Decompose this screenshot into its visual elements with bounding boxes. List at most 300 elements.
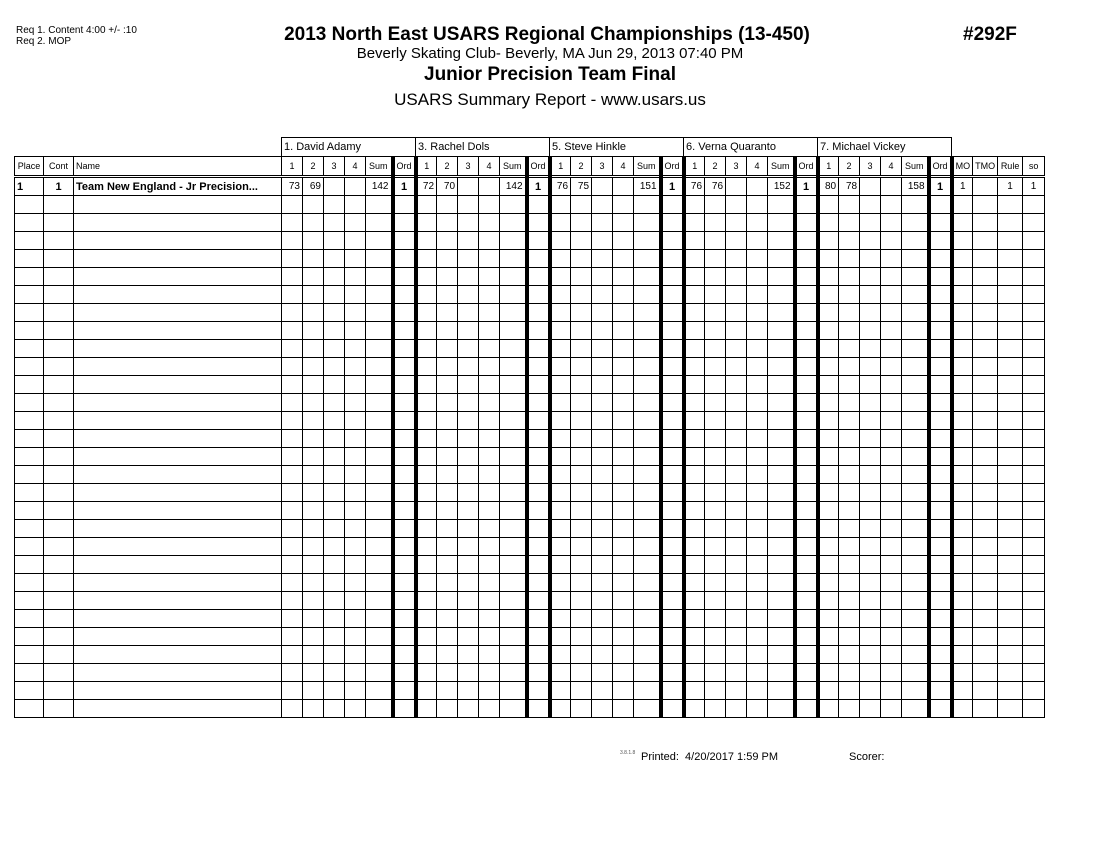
- score-s3: [458, 268, 479, 286]
- score-s1: [282, 700, 303, 718]
- score-s3: [324, 358, 345, 376]
- score-s1: [416, 502, 437, 520]
- score-s2: [839, 682, 860, 700]
- score-s1: [818, 412, 839, 430]
- score-s1: [684, 700, 705, 718]
- so: [1023, 358, 1045, 376]
- score-s2: [437, 646, 458, 664]
- score-s2: [571, 520, 592, 538]
- score-s4: [345, 286, 366, 304]
- score-s1: [416, 412, 437, 430]
- so: [1023, 664, 1045, 682]
- score-s3: [860, 232, 881, 250]
- score-s2: [571, 376, 592, 394]
- score-s1: 80: [818, 177, 839, 196]
- place: [15, 286, 44, 304]
- score-s2: [705, 592, 726, 610]
- score-s1: [550, 196, 571, 214]
- score-s4: [747, 177, 768, 196]
- tmo: [973, 610, 998, 628]
- score-ord: [929, 376, 952, 394]
- score-sum: [902, 646, 929, 664]
- score-s3: [324, 700, 345, 718]
- score-ord: [795, 304, 818, 322]
- score-s3: [324, 646, 345, 664]
- table-row: [15, 412, 1045, 430]
- score-ord: [929, 250, 952, 268]
- score-sum: [902, 286, 929, 304]
- score-ord: [661, 664, 684, 682]
- mo: [952, 484, 973, 502]
- score-sum: [634, 484, 661, 502]
- score-s1: [282, 412, 303, 430]
- score-s2: [571, 484, 592, 502]
- score-sum: [500, 556, 527, 574]
- tmo: [973, 412, 998, 430]
- score-ord: [527, 520, 550, 538]
- score-s2: 70: [437, 177, 458, 196]
- score-s3: [726, 177, 747, 196]
- score-s2: [303, 340, 324, 358]
- score-s2: [839, 214, 860, 232]
- score-s1: [550, 430, 571, 448]
- score-s1: [818, 700, 839, 718]
- score-s2: [571, 358, 592, 376]
- score-s4: [881, 700, 902, 718]
- score-s4: [613, 286, 634, 304]
- so: [1023, 556, 1045, 574]
- score-ord: [661, 484, 684, 502]
- score-ord: [795, 412, 818, 430]
- score-s2: [437, 574, 458, 592]
- table-row: [15, 430, 1045, 448]
- score-s3: [458, 610, 479, 628]
- team-name: [74, 376, 282, 394]
- score-s4: [747, 610, 768, 628]
- score-s2: [303, 268, 324, 286]
- score-sum: [500, 322, 527, 340]
- score-sum: [902, 394, 929, 412]
- score-ord: [795, 358, 818, 376]
- score-sum: [500, 520, 527, 538]
- table-row: [15, 520, 1045, 538]
- score-ord: [661, 412, 684, 430]
- score-ord: [393, 628, 416, 646]
- score-sum: [366, 214, 393, 232]
- score-s1: [282, 520, 303, 538]
- score-s2: [303, 664, 324, 682]
- col-judge-ord: Ord: [929, 157, 952, 177]
- score-s2: [303, 682, 324, 700]
- contestant-number: [44, 700, 74, 718]
- score-s4: [747, 286, 768, 304]
- score-s1: [818, 448, 839, 466]
- score-sum: [366, 232, 393, 250]
- score-s2: [705, 232, 726, 250]
- score-sum: [634, 250, 661, 268]
- score-s1: [550, 340, 571, 358]
- score-ord: [929, 286, 952, 304]
- score-s3: [324, 520, 345, 538]
- score-sum: [500, 664, 527, 682]
- score-ord: [795, 610, 818, 628]
- score-s1: [818, 304, 839, 322]
- tmo: [973, 682, 998, 700]
- score-s2: [437, 430, 458, 448]
- score-ord: [661, 502, 684, 520]
- score-sum: 158: [902, 177, 929, 196]
- score-s2: [571, 394, 592, 412]
- tmo: [973, 538, 998, 556]
- score-s3: [458, 322, 479, 340]
- score-sum: 142: [366, 177, 393, 196]
- score-ord: [393, 412, 416, 430]
- judge-name: 1. David Adamy: [282, 138, 416, 157]
- team-name: [74, 700, 282, 718]
- so: [1023, 214, 1045, 232]
- score-s4: [747, 340, 768, 358]
- score-s4: [479, 286, 500, 304]
- score-s3: [592, 574, 613, 592]
- score-ord: [929, 448, 952, 466]
- score-s1: [684, 448, 705, 466]
- contestant-number: [44, 430, 74, 448]
- score-s2: [839, 610, 860, 628]
- score-s1: [818, 628, 839, 646]
- score-s2: [705, 286, 726, 304]
- score-s1: [818, 394, 839, 412]
- col-judge-4: 4: [747, 157, 768, 177]
- so: [1023, 286, 1045, 304]
- score-s2: [303, 358, 324, 376]
- score-s2: [705, 268, 726, 286]
- score-s3: [592, 340, 613, 358]
- so: [1023, 646, 1045, 664]
- col-judge-2: 2: [571, 157, 592, 177]
- score-s2: [705, 574, 726, 592]
- score-s3: [860, 484, 881, 502]
- score-s3: [324, 538, 345, 556]
- score-sum: [902, 376, 929, 394]
- score-ord: [795, 664, 818, 682]
- score-ord: [661, 232, 684, 250]
- rule: [998, 502, 1023, 520]
- score-s1: [282, 682, 303, 700]
- score-s2: [303, 556, 324, 574]
- score-s4: [747, 250, 768, 268]
- score-s3: [860, 412, 881, 430]
- col-judge-1: 1: [684, 157, 705, 177]
- tmo: [973, 574, 998, 592]
- team-name: [74, 232, 282, 250]
- score-s3: [592, 268, 613, 286]
- score-s3: [726, 376, 747, 394]
- score-ord: 1: [795, 177, 818, 196]
- score-sum: [634, 448, 661, 466]
- score-ord: [527, 214, 550, 232]
- score-s2: [303, 214, 324, 232]
- score-s4: [881, 520, 902, 538]
- score-s2: [303, 412, 324, 430]
- score-s1: [282, 484, 303, 502]
- score-s4: [345, 340, 366, 358]
- score-ord: [661, 574, 684, 592]
- score-s3: [458, 358, 479, 376]
- place: 1: [15, 177, 44, 196]
- score-sum: [634, 196, 661, 214]
- so: [1023, 304, 1045, 322]
- score-s3: [860, 520, 881, 538]
- score-s1: [550, 646, 571, 664]
- score-s2: [571, 340, 592, 358]
- team-name: [74, 322, 282, 340]
- rule: [998, 250, 1023, 268]
- place: [15, 358, 44, 376]
- score-sum: [500, 286, 527, 304]
- score-s2: [839, 196, 860, 214]
- score-s3: [324, 448, 345, 466]
- score-s4: [345, 177, 366, 196]
- score-s4: [613, 664, 634, 682]
- score-sum: [366, 358, 393, 376]
- mo: [952, 232, 973, 250]
- score-ord: [929, 268, 952, 286]
- score-s3: [726, 448, 747, 466]
- score-s1: [282, 322, 303, 340]
- score-s2: [303, 376, 324, 394]
- score-s4: [479, 484, 500, 502]
- table-row: [15, 177, 1045, 196]
- score-sum: [768, 214, 795, 232]
- score-ord: [929, 322, 952, 340]
- score-sum: [902, 340, 929, 358]
- score-sum: [902, 232, 929, 250]
- score-s4: [613, 340, 634, 358]
- rule: [998, 484, 1023, 502]
- score-sum: [902, 484, 929, 502]
- score-ord: [393, 700, 416, 718]
- rule: [998, 322, 1023, 340]
- tmo: [973, 177, 998, 196]
- score-s1: [416, 448, 437, 466]
- place: [15, 430, 44, 448]
- score-s2: [571, 646, 592, 664]
- score-s2: [705, 358, 726, 376]
- tmo: [973, 430, 998, 448]
- score-sum: [366, 664, 393, 682]
- mo: [952, 196, 973, 214]
- score-ord: [527, 394, 550, 412]
- score-ord: [795, 484, 818, 502]
- score-s3: [592, 556, 613, 574]
- score-sum: [634, 232, 661, 250]
- score-s4: [479, 196, 500, 214]
- score-s2: [437, 394, 458, 412]
- score-s1: [550, 412, 571, 430]
- score-s2: [303, 466, 324, 484]
- score-s1: [282, 538, 303, 556]
- score-s2: [571, 268, 592, 286]
- scorer-label: Scorer:: [849, 751, 885, 763]
- score-s2: 69: [303, 177, 324, 196]
- col-judge-4: 4: [479, 157, 500, 177]
- contestant-number: [44, 214, 74, 232]
- requirement-2: Req 2. MOP: [16, 36, 72, 47]
- score-s3: [860, 340, 881, 358]
- score-s2: [303, 700, 324, 718]
- score-s4: [479, 177, 500, 196]
- mo: [952, 448, 973, 466]
- score-ord: [929, 430, 952, 448]
- col-judge-3: 3: [458, 157, 479, 177]
- score-s4: [881, 484, 902, 502]
- so: [1023, 448, 1045, 466]
- score-s2: [437, 250, 458, 268]
- score-ord: [929, 556, 952, 574]
- score-ord: [795, 322, 818, 340]
- score-sum: [366, 394, 393, 412]
- score-s1: [684, 412, 705, 430]
- score-s3: [592, 250, 613, 268]
- score-s4: [881, 394, 902, 412]
- score-s4: [345, 250, 366, 268]
- score-s1: [550, 286, 571, 304]
- rule: [998, 268, 1023, 286]
- score-s1: [684, 394, 705, 412]
- score-s4: [747, 466, 768, 484]
- score-sum: [366, 628, 393, 646]
- score-s2: [839, 574, 860, 592]
- score-s3: [592, 232, 613, 250]
- team-name: [74, 646, 282, 664]
- score-s4: [479, 322, 500, 340]
- score-s3: [458, 250, 479, 268]
- score-s4: [881, 610, 902, 628]
- col-judge-4: 4: [345, 157, 366, 177]
- score-s1: [416, 394, 437, 412]
- score-s3: [324, 682, 345, 700]
- place: [15, 268, 44, 286]
- score-s3: [726, 646, 747, 664]
- score-s2: [705, 610, 726, 628]
- score-s4: [881, 448, 902, 466]
- score-sum: [634, 322, 661, 340]
- table-row: [15, 358, 1045, 376]
- score-s4: [345, 412, 366, 430]
- score-s3: [592, 628, 613, 646]
- score-s3: [860, 376, 881, 394]
- score-s4: [747, 484, 768, 502]
- score-s1: [684, 466, 705, 484]
- place: [15, 592, 44, 610]
- score-s4: [345, 196, 366, 214]
- score-sum: [768, 376, 795, 394]
- score-s3: [324, 430, 345, 448]
- score-s3: [860, 448, 881, 466]
- score-s4: [881, 304, 902, 322]
- mo: [952, 268, 973, 286]
- score-s3: [860, 358, 881, 376]
- so: [1023, 502, 1045, 520]
- rule: [998, 646, 1023, 664]
- spacer: [15, 138, 282, 157]
- score-s1: [550, 628, 571, 646]
- score-ord: [795, 556, 818, 574]
- score-s4: [881, 412, 902, 430]
- score-s4: [479, 466, 500, 484]
- rule: 1: [998, 177, 1023, 196]
- score-s4: [881, 430, 902, 448]
- score-s4: [613, 610, 634, 628]
- score-s3: [726, 430, 747, 448]
- table-row: [15, 484, 1045, 502]
- score-ord: [661, 376, 684, 394]
- score-s4: [613, 376, 634, 394]
- score-s4: [479, 502, 500, 520]
- rule: [998, 376, 1023, 394]
- score-s1: [684, 682, 705, 700]
- score-ord: [393, 376, 416, 394]
- score-ord: [795, 394, 818, 412]
- score-s4: [479, 574, 500, 592]
- mo: [952, 394, 973, 412]
- event-name: Junior Precision Team Final: [424, 64, 676, 85]
- score-sum: [902, 556, 929, 574]
- score-s4: [479, 214, 500, 232]
- score-s2: [303, 646, 324, 664]
- score-s3: [726, 628, 747, 646]
- score-sum: [768, 412, 795, 430]
- score-sum: [634, 340, 661, 358]
- table-row: [15, 502, 1045, 520]
- score-s4: [479, 646, 500, 664]
- tmo: [973, 628, 998, 646]
- score-s1: [818, 268, 839, 286]
- score-sum: [500, 430, 527, 448]
- score-s1: [684, 322, 705, 340]
- printed-value: 4/20/2017 1:59 PM: [685, 751, 779, 763]
- score-s2: [705, 394, 726, 412]
- score-ord: [795, 574, 818, 592]
- score-s1: [818, 556, 839, 574]
- competition-title: 2013 North East USARS Regional Championships (13-450): [284, 24, 810, 45]
- col-mo: MO: [952, 157, 973, 177]
- score-s4: [345, 610, 366, 628]
- score-ord: [393, 304, 416, 322]
- score-s3: [726, 502, 747, 520]
- score-s4: [881, 682, 902, 700]
- score-s1: [416, 304, 437, 322]
- score-s4: [345, 592, 366, 610]
- score-s4: [345, 646, 366, 664]
- score-s2: [437, 322, 458, 340]
- score-s2: [705, 448, 726, 466]
- score-s2: [705, 250, 726, 268]
- score-s2: [571, 412, 592, 430]
- score-ord: [929, 412, 952, 430]
- score-s2: [839, 286, 860, 304]
- score-sum: [634, 358, 661, 376]
- score-s4: [613, 628, 634, 646]
- team-name: [74, 196, 282, 214]
- score-s4: [881, 250, 902, 268]
- score-s4: [613, 682, 634, 700]
- col-judge-ord: Ord: [393, 157, 416, 177]
- mo: [952, 628, 973, 646]
- mo: [952, 682, 973, 700]
- score-s4: [881, 268, 902, 286]
- score-s1: [282, 196, 303, 214]
